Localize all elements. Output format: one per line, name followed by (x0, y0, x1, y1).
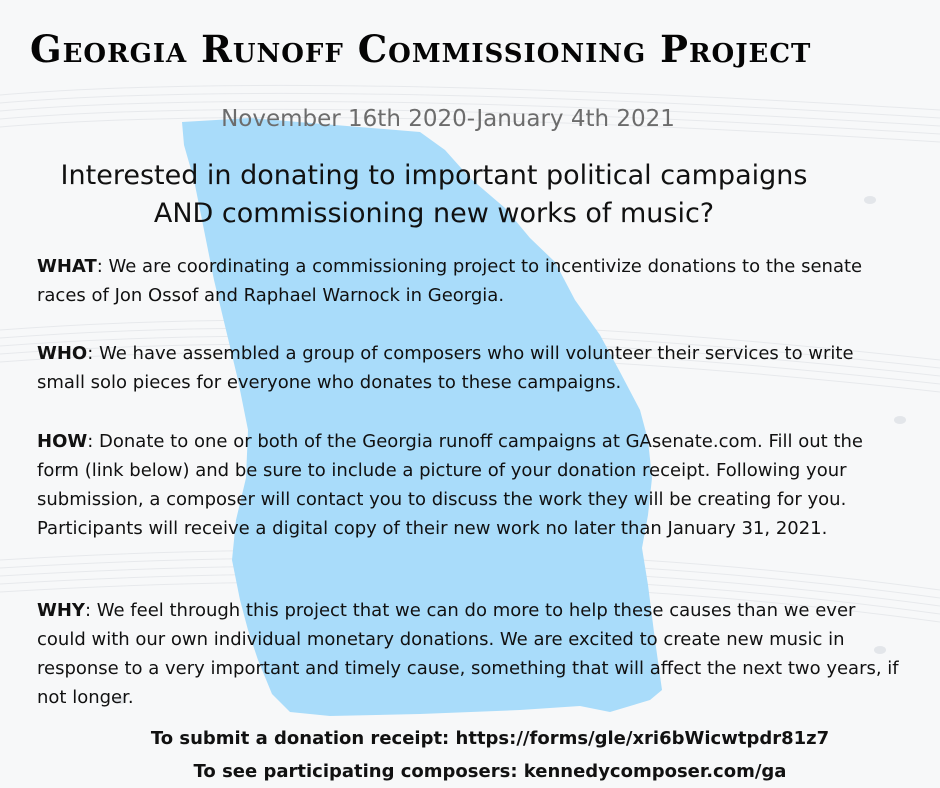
what-text: : We are coordinating a commissioning project to incentivize donations to the senate races of Jon Ossof and Raphael Warnock in Georgia. (37, 256, 863, 306)
headline-question-line-2: AND commissioning new works of music? (153, 198, 715, 229)
why-label: WHY (37, 600, 85, 621)
composers-link-line: To see participating composers: kennedycomposer.com/ga (193, 761, 787, 782)
how-text: : Donate to one or both of the Georgia runoff campaigns at GAsenate.com. Fill out the form (link below) and be sure to include a picture of your donation receipt. Following your submission, a composer will contact you to discuss the work they will be creating for you. Participants will receive a digital copy of their new work no later than January 31, 2021. (37, 431, 864, 539)
project-dates: November 16th 2020-January 4th 2021 (221, 106, 675, 132)
why-text: : We feel through this project that we can do more to help these causes than we ever could with our own individual monetary donations. We are excited to create new music in response to a very important and timely cause, something that will affect the next two years, if not longer. (37, 600, 899, 708)
receipt-link-line: To submit a donation receipt: https://forms/gle/xri6bWicwtpdr81z7 (150, 728, 830, 749)
what-label: WHAT (37, 256, 97, 277)
headline-question-line-1: Interested in donating to important political campaigns (60, 160, 808, 191)
how-label: HOW (37, 431, 88, 452)
poster-title: Georgia Runoff Commissioning Project (30, 27, 812, 71)
why-section (37, 596, 904, 712)
who-label: WHO (37, 343, 88, 364)
headline-question (0, 157, 868, 233)
who-text: : We have assembled a group of composers who will volunteer their services to write small solo pieces for everyone who donates to these campaigns. (37, 343, 854, 393)
how-section (37, 427, 904, 543)
who-section (37, 339, 904, 397)
what-section (37, 252, 904, 310)
